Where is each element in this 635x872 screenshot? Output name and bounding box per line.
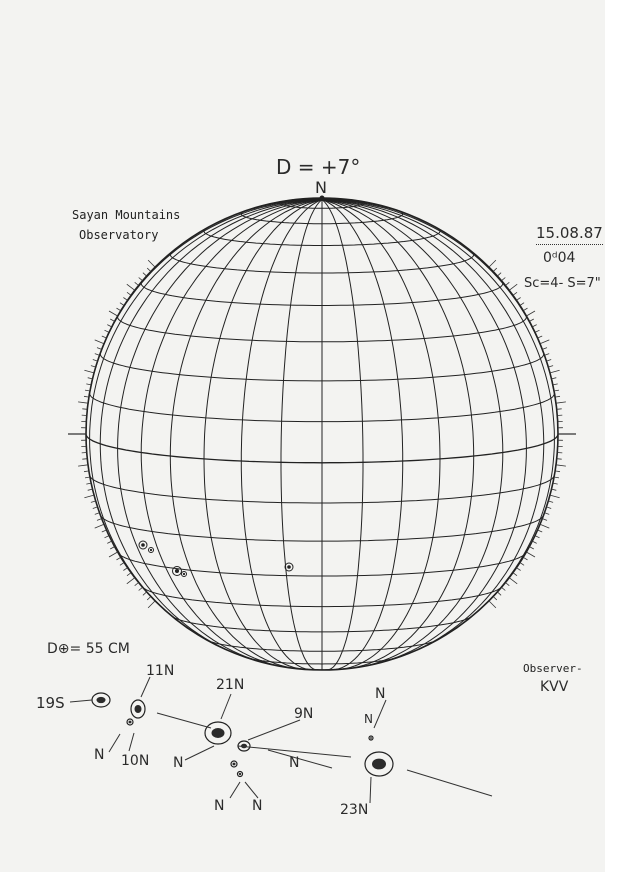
right-tick xyxy=(489,601,496,608)
right-tick xyxy=(555,396,560,397)
left-tick xyxy=(105,536,110,538)
left-tick xyxy=(117,308,121,311)
right-tick xyxy=(493,597,497,600)
left-tick xyxy=(91,366,96,367)
left-tick xyxy=(84,396,89,397)
right-tick xyxy=(493,268,497,271)
leader-line xyxy=(370,777,371,803)
observation-time: 0ᵈ04 xyxy=(543,250,576,266)
right-tick xyxy=(520,563,524,566)
right-tick xyxy=(502,278,506,281)
meridian-line xyxy=(281,200,322,670)
right-tick xyxy=(535,330,540,332)
north-marker-21n: N xyxy=(173,755,184,771)
left-tick xyxy=(123,568,127,571)
right-tick xyxy=(523,557,527,560)
north-marker-small-1: N xyxy=(214,798,225,814)
right-tick xyxy=(545,354,550,356)
right-tick xyxy=(550,495,560,498)
disk-spot-19s-umbra xyxy=(141,543,145,547)
right-tick xyxy=(526,311,535,316)
left-tick xyxy=(95,354,100,356)
left-tick xyxy=(93,360,98,362)
right-tick xyxy=(505,583,509,586)
right-tick xyxy=(548,501,553,502)
group-19s-sketch-umbra xyxy=(97,697,106,703)
left-tick xyxy=(110,319,114,321)
left-tick xyxy=(127,292,131,295)
left-tick xyxy=(139,587,143,590)
left-tick xyxy=(147,597,151,600)
right-tick xyxy=(546,360,551,362)
left-tick xyxy=(123,298,127,301)
right-tick xyxy=(546,507,551,509)
right-tick xyxy=(554,390,559,391)
left-tick xyxy=(107,541,111,543)
right-tick xyxy=(553,384,558,385)
left-tick xyxy=(95,524,104,528)
left-tick xyxy=(110,547,114,549)
group-label-11n: 11N xyxy=(146,663,175,679)
leader-line xyxy=(374,700,386,728)
leader-line xyxy=(70,700,92,702)
group-10n-sketch-umbra xyxy=(129,721,132,724)
right-tick xyxy=(513,573,517,576)
right-tick xyxy=(545,513,550,515)
group-label-21n: 21N xyxy=(216,677,245,693)
left-tick xyxy=(135,282,139,285)
north-marker-small-2: N xyxy=(252,798,263,814)
right-tick xyxy=(520,303,524,306)
left-tick xyxy=(107,325,111,327)
left-tick xyxy=(109,311,118,316)
group-23n-sketch-umbra xyxy=(372,759,386,770)
right-tick xyxy=(557,409,562,410)
group-label-19s: 19S xyxy=(36,694,65,712)
left-tick xyxy=(135,583,139,586)
group-small-a-umbra xyxy=(233,763,236,766)
left-tick xyxy=(143,273,147,276)
meridian-line xyxy=(322,200,440,670)
right-tick xyxy=(529,319,533,321)
north-marker-19s: N xyxy=(94,747,105,763)
group-label-9n: 9N xyxy=(294,706,314,722)
observatory-name: Sayan Mountains xyxy=(72,208,181,222)
disk-spot-9n-umbra xyxy=(287,565,291,569)
left-tick xyxy=(139,278,143,281)
left-tick xyxy=(82,459,87,460)
leader-line xyxy=(268,750,332,768)
right-tick xyxy=(556,465,566,466)
leader-line xyxy=(157,713,211,728)
meridian-line xyxy=(322,200,544,658)
right-tick xyxy=(555,471,560,472)
north-marker-dot: N xyxy=(364,712,373,726)
left-tick xyxy=(147,268,151,271)
right-tick xyxy=(517,298,521,301)
meridian-line xyxy=(204,200,322,670)
left-tick xyxy=(97,348,102,350)
left-tick xyxy=(102,530,107,532)
left-tick xyxy=(85,390,90,391)
leader-line xyxy=(245,782,258,798)
right-tick xyxy=(497,592,501,595)
meridian-line xyxy=(100,200,322,658)
left-tick xyxy=(91,501,96,502)
right-tick xyxy=(557,459,562,460)
right-tick xyxy=(513,292,517,295)
left-tick xyxy=(148,260,155,267)
left-tick xyxy=(95,513,100,515)
right-tick xyxy=(535,536,540,538)
left-tick xyxy=(97,519,102,521)
left-tick xyxy=(120,303,124,306)
right-tick xyxy=(532,325,536,327)
right-tick xyxy=(538,530,543,532)
left-tick xyxy=(78,402,88,403)
right-tick xyxy=(517,568,521,571)
left-tick xyxy=(86,384,91,385)
right-tick xyxy=(540,340,549,344)
left-tick xyxy=(88,489,93,490)
right-tick xyxy=(542,348,547,350)
right-tick xyxy=(538,336,543,338)
group-small-b-umbra xyxy=(239,773,242,775)
right-tick xyxy=(505,282,509,285)
right-tick xyxy=(532,541,536,543)
right-tick xyxy=(548,366,553,367)
left-tick xyxy=(84,370,94,373)
meridian-line xyxy=(322,200,363,670)
left-tick xyxy=(120,563,124,566)
group-label-10n: 10N xyxy=(121,753,150,769)
right-tick xyxy=(502,587,506,590)
left-tick xyxy=(85,477,90,478)
left-tick xyxy=(143,592,147,595)
observer-initials: KVV xyxy=(540,679,569,695)
right-tick xyxy=(553,483,558,484)
disk-diameter-label: D⊕= 55 CM xyxy=(47,641,130,657)
right-tick xyxy=(529,547,533,549)
leader-line xyxy=(185,746,214,760)
right-tick xyxy=(554,477,559,478)
group-21n-sketch-umbra xyxy=(212,728,225,738)
left-tick xyxy=(148,601,155,608)
left-tick xyxy=(95,340,104,344)
left-tick xyxy=(86,483,91,484)
left-tick xyxy=(127,573,131,576)
right-tick xyxy=(526,552,535,557)
group-dot-umbra xyxy=(370,737,372,739)
north-pole-mark: N xyxy=(315,178,327,197)
right-tick xyxy=(552,489,557,490)
leader-line xyxy=(221,694,231,719)
right-tick xyxy=(556,402,566,403)
group-11n-sketch-umbra xyxy=(135,705,142,713)
leader-line xyxy=(230,782,240,798)
observer-label: Observer- xyxy=(523,662,583,675)
observatory-label: Observatory xyxy=(79,228,159,242)
leader-line xyxy=(129,733,134,751)
left-tick xyxy=(127,284,135,290)
seeing-estimate: Sc=4- S=7" xyxy=(524,276,601,291)
left-tick xyxy=(109,552,118,557)
right-tick xyxy=(540,524,549,528)
right-tick xyxy=(489,260,496,267)
left-tick xyxy=(117,557,121,560)
right-tick xyxy=(523,308,527,311)
group-label-23n: 23N xyxy=(340,802,369,818)
observation-date: 15.08.87 xyxy=(536,224,603,245)
right-tick xyxy=(550,370,560,373)
declination-label: D = +7° xyxy=(276,155,361,179)
left-tick xyxy=(84,495,94,498)
leader-line xyxy=(407,770,492,796)
left-tick xyxy=(82,409,87,410)
north-marker-9n: N xyxy=(289,755,300,771)
north-marker-23n: N xyxy=(375,686,386,702)
left-tick xyxy=(88,378,93,379)
left-tick xyxy=(105,330,110,332)
heliographic-grid xyxy=(86,198,558,670)
right-tick xyxy=(509,284,517,290)
disk-spot-21n-umbra xyxy=(175,569,179,573)
disk-spot-21n-b-umbra xyxy=(183,573,185,575)
right-tick xyxy=(552,378,557,379)
right-tick xyxy=(542,519,547,521)
leader-line xyxy=(109,734,120,752)
left-tick xyxy=(127,578,135,584)
disk-spot-19s-b-umbra xyxy=(150,549,152,551)
leader-line xyxy=(141,677,150,697)
leader-line xyxy=(248,720,300,740)
left-tick xyxy=(93,507,98,509)
right-tick xyxy=(497,273,501,276)
left-tick xyxy=(78,465,88,466)
left-tick xyxy=(102,336,107,338)
right-tick xyxy=(509,578,517,584)
left-tick xyxy=(84,471,89,472)
